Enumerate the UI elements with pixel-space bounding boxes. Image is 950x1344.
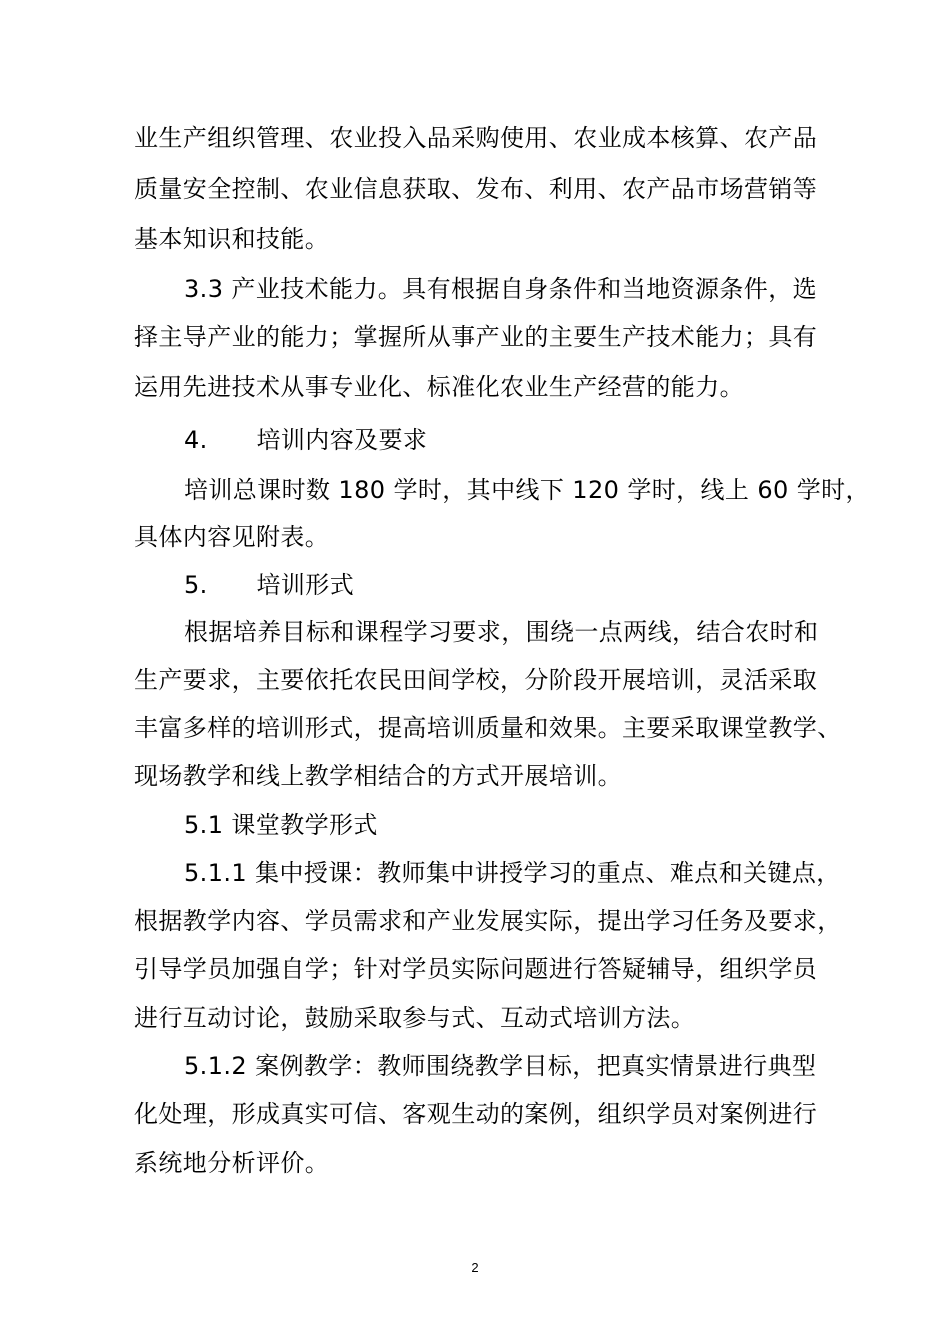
subsection-heading: 5.1 课堂教学形式 — [184, 811, 378, 839]
paragraph-line: 具体内容见附表。 — [134, 523, 330, 551]
paragraph-line: 引导学员加强自学；针对学员实际问题进行答疑辅导，组织学员 — [134, 955, 818, 983]
paragraph-line: 根据教学内容、学员需求和产业发展实际，提出学习任务及要求， — [134, 907, 842, 935]
paragraph-line: 系统地分析评价。 — [134, 1149, 330, 1177]
paragraph-line: 生产要求，主要依托农民田间学校，分阶段开展培训，灵活采取 — [134, 666, 818, 694]
paragraph-line: 5.1.2 案例教学：教师围绕教学目标，把真实情景进行典型 — [184, 1052, 817, 1080]
paragraph-line: 丰富多样的培训形式，提高培训质量和效果。主要采取课堂教学、 — [134, 714, 842, 742]
paragraph-line: 化处理，形成真实可信、客观生动的案例，组织学员对案例进行 — [134, 1100, 818, 1128]
paragraph-line: 培训总课时数 180 学时，其中线下 120 学时，线上 60 学时， — [184, 476, 870, 504]
paragraph-line: 运用先进技术从事专业化、标准化农业生产经营的能力。 — [134, 373, 744, 401]
section-heading: 5. 培训形式 — [184, 571, 355, 599]
paragraph-line: 根据培养目标和课程学习要求，围绕一点两线，结合农时和 — [184, 618, 819, 646]
paragraph-line: 质量安全控制、农业信息获取、发布、利用、农产品市场营销等 — [134, 175, 818, 203]
paragraph-line: 现场教学和线上教学相结合的方式开展培训。 — [134, 762, 622, 790]
paragraph-line: 3.3 产业技术能力。具有根据自身条件和当地资源条件，选 — [184, 275, 817, 303]
paragraph-line: 业生产组织管理、农业投入品采购使用、农业成本核算、农产品 — [134, 124, 818, 152]
section-heading: 4. 培训内容及要求 — [184, 426, 428, 454]
paragraph-line: 择主导产业的能力；掌握所从事产业的主要生产技术能力；具有 — [134, 323, 818, 351]
paragraph-line: 5.1.1 集中授课：教师集中讲授学习的重点、难点和关键点， — [184, 859, 841, 887]
paragraph-line: 基本知识和技能。 — [134, 225, 330, 253]
page-number: 2 — [471, 1260, 479, 1275]
paragraph-line: 进行互动讨论，鼓励采取参与式、互动式培训方法。 — [134, 1004, 696, 1032]
